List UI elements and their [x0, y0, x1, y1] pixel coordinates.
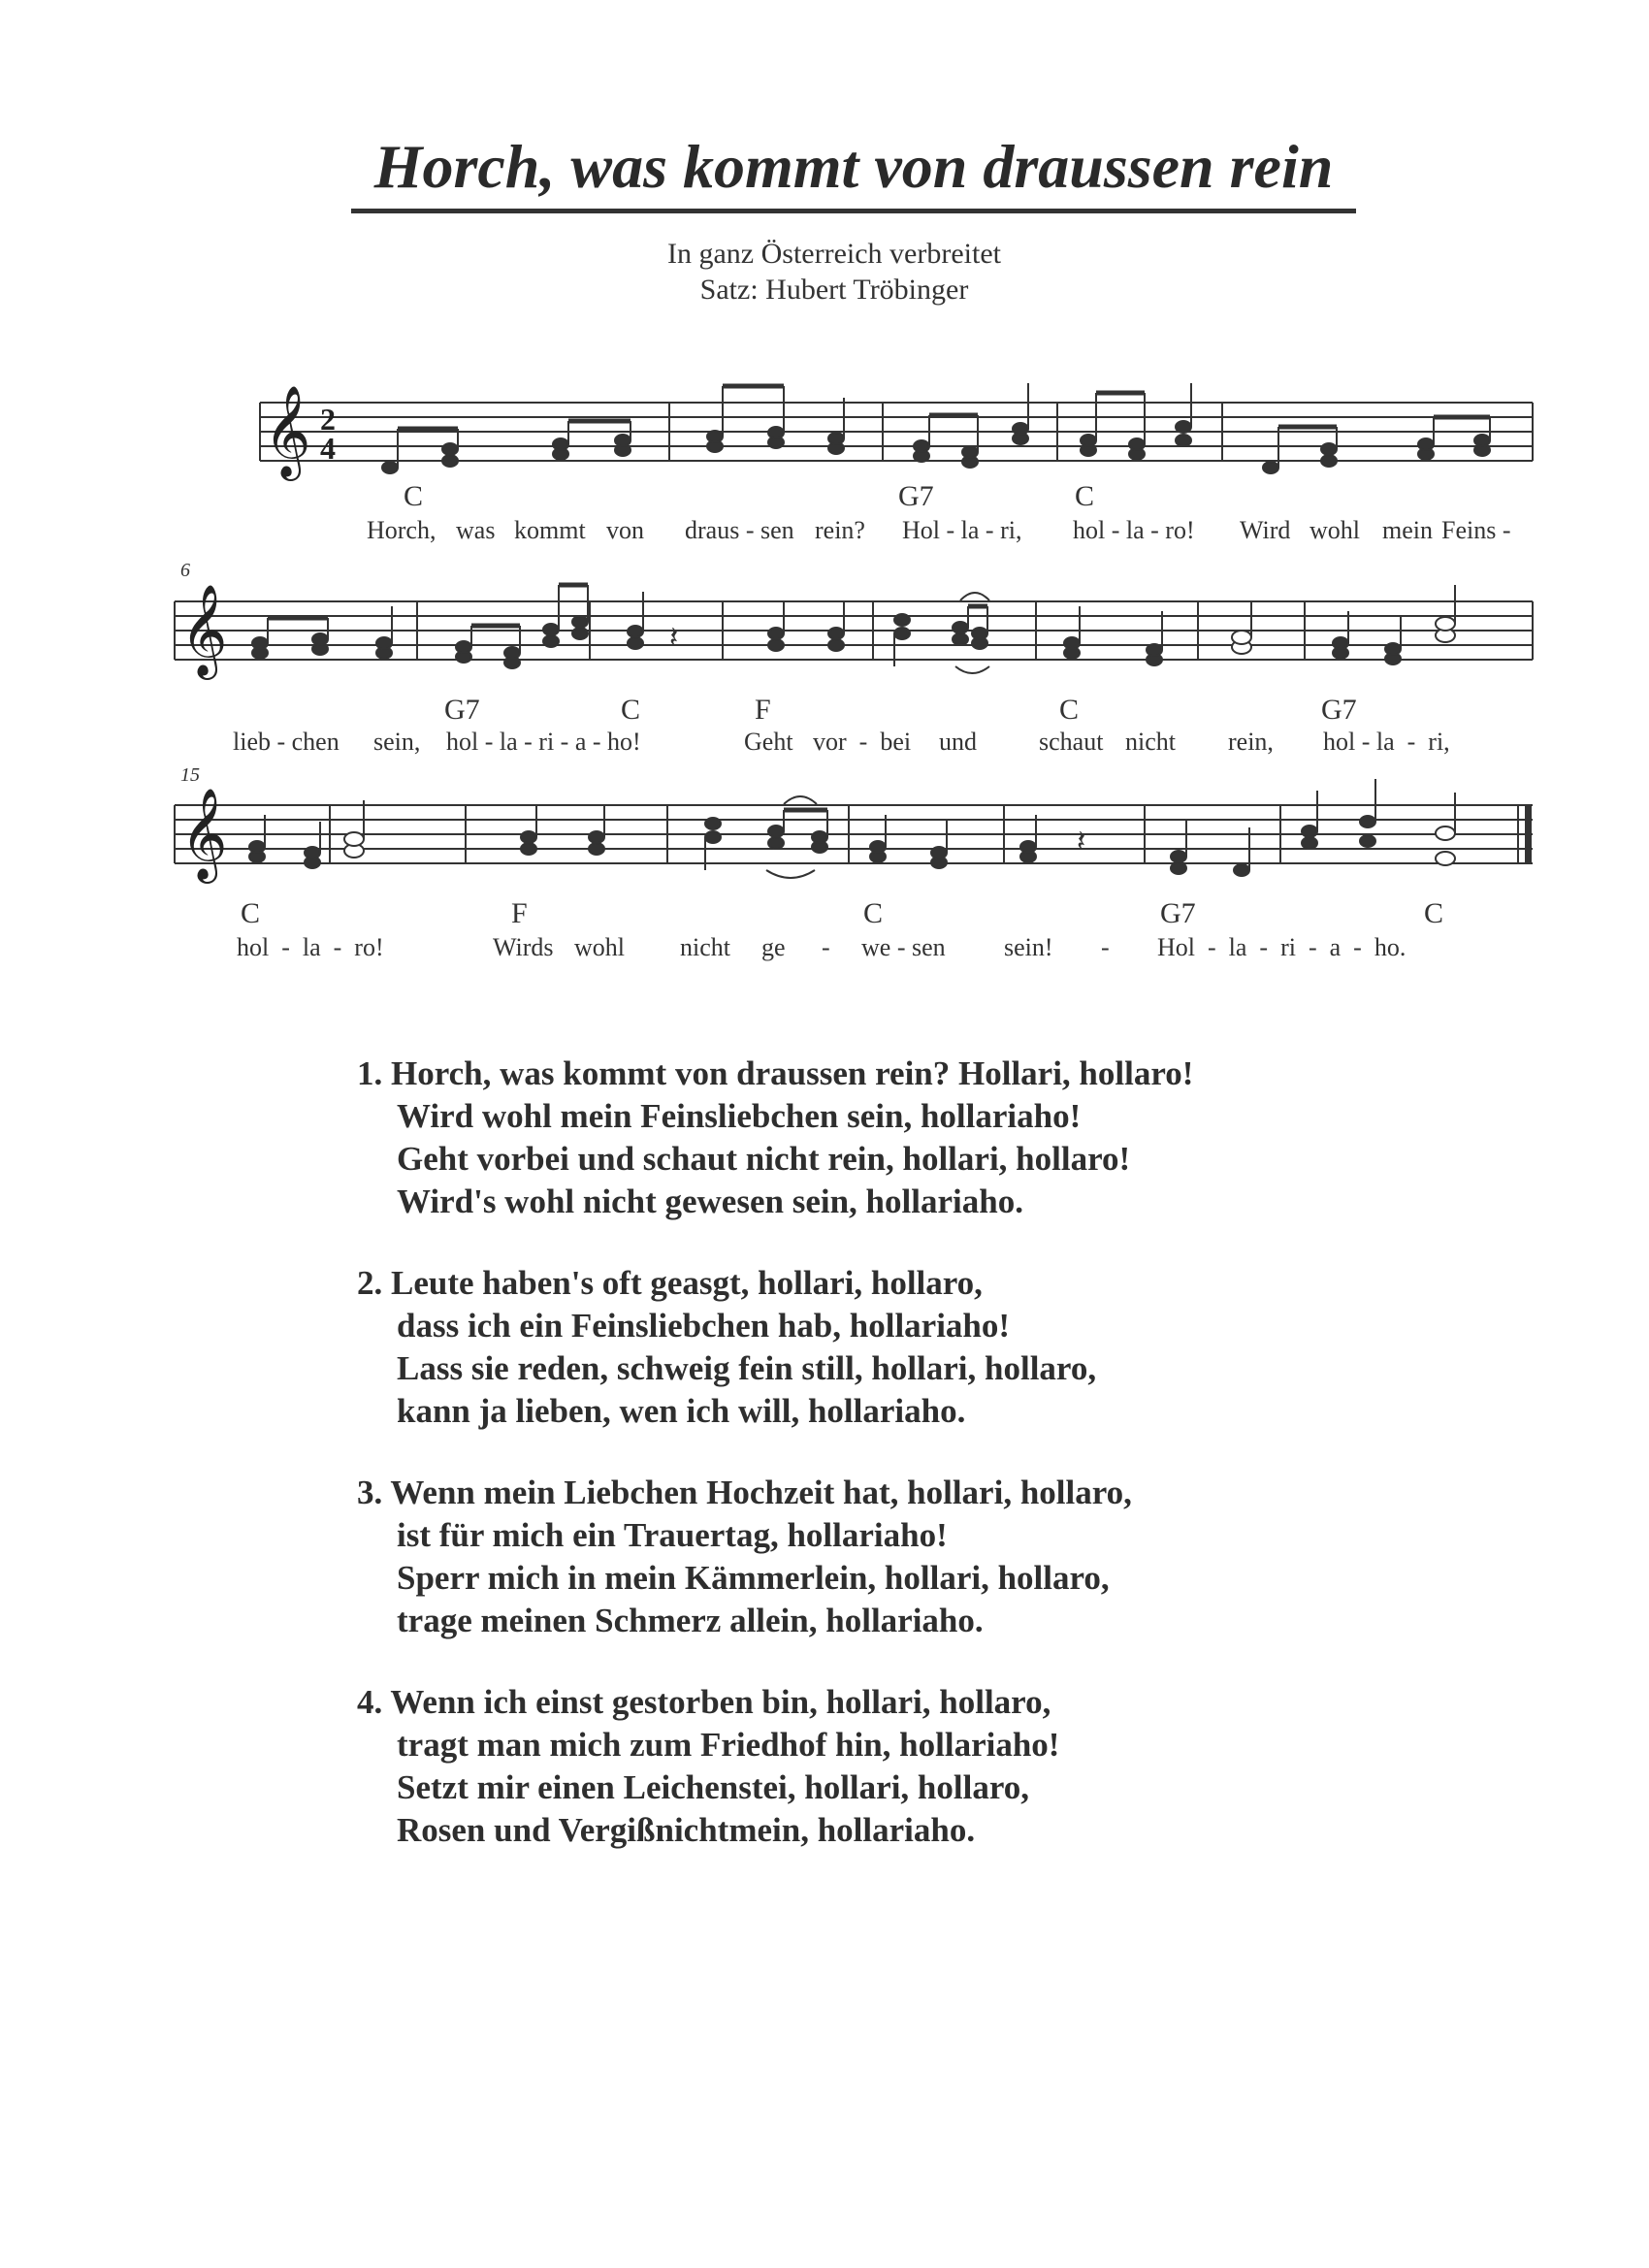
song-title: Horch, was kommt von draussen rein [373, 132, 1334, 201]
verse-line: Wird's wohl nicht gewesen sein, hollariaho. [397, 1183, 1023, 1220]
treble-clef: 𝄞 [264, 385, 311, 477]
lyric-syllable: hol - la - ro! [237, 933, 384, 961]
staff-system-3 [0, 761, 1649, 907]
verse-line: 3. Wenn mein Liebchen Hochzeit hat, hollari, hollaro, [357, 1474, 1132, 1511]
verse-line: tragt man mich zum Friedhof hin, hollariaho! [397, 1726, 1060, 1764]
treble-clef: 𝄞 [180, 584, 228, 676]
lyric-syllable: rein, [1228, 728, 1274, 756]
lyric-syllable: hol - la - ri, [1323, 728, 1450, 756]
svg-text:4: 4 [320, 431, 336, 466]
verse-1 [357, 1053, 1193, 1223]
time-signature [320, 402, 336, 466]
lyric-syllable: lieb - chen [233, 728, 340, 756]
measure-number: 15 [180, 764, 200, 786]
lyric-syllable: hol - la - ro! [1073, 516, 1195, 544]
staff-system-1 [0, 359, 1649, 495]
verse-2 [357, 1262, 1193, 1433]
lyric-syllable: Geht [744, 728, 793, 756]
lyric-syllable: Wirds [493, 933, 554, 961]
quarter-rest: 𝄽 [669, 622, 679, 654]
measure-number: 6 [180, 560, 190, 581]
lyric-syllable: draus - sen [685, 516, 794, 544]
verse-line: 1. Horch, was kommt von draussen rein? Hollari, hollaro! [357, 1054, 1194, 1092]
lyric-syllable: hol - la - ri - a - ho! [446, 728, 641, 756]
verse-line: kann ja lieben, wen ich will, hollariaho. [397, 1392, 966, 1430]
arranger-note: Satz: Hubert Tröbinger [699, 274, 969, 306]
chord-symbol: C [1075, 480, 1095, 512]
chord-symbol: C [241, 897, 261, 929]
lyric-syllable: Hol - la - ri - a - ho. [1157, 933, 1406, 961]
verse-line: trage meinen Schmerz allein, hollariaho. [397, 1602, 984, 1639]
staff-system-2 [0, 558, 1649, 703]
verse-line: Setzt mir einen Leichenstei, hollari, hollaro, [397, 1768, 1029, 1806]
lyric-syllable: wohl [1310, 516, 1360, 544]
chord-symbol: G7 [898, 480, 934, 512]
lyric-syllable: sein! [1004, 933, 1053, 961]
lyric-syllable: - [822, 933, 830, 961]
verse-line: Rosen und Vergißnichtmein, hollariaho. [397, 1811, 976, 1849]
verse-line: Geht vorbei und schaut nicht rein, hollari, hollaro! [397, 1140, 1131, 1178]
verse-4 [357, 1681, 1193, 1852]
verse-3 [357, 1472, 1193, 1642]
verse-line: 2. Leute haben's oft geasgt, hollari, hollaro, [357, 1264, 983, 1302]
lyric-syllable: was [456, 516, 496, 544]
chord-symbol: C [1424, 897, 1444, 929]
lyric-syllable: rein? [815, 516, 865, 544]
verse-line: Wird wohl mein Feinsliebchen sein, hollariaho! [397, 1097, 1082, 1135]
lyric-syllable: wohl [574, 933, 625, 961]
lyric-syllable: - [1101, 933, 1110, 961]
lyric-syllable: sein, [373, 728, 421, 756]
origin-note: In ganz Österreich verbreitet [667, 238, 1001, 270]
final-barline [1525, 805, 1532, 863]
lyric-syllable: nicht [1125, 728, 1176, 756]
lyric-syllable: Wird [1240, 516, 1291, 544]
lyric-syllable: nicht [680, 933, 730, 961]
verse-line: Lass sie reden, schweig fein still, hollari, hollaro, [397, 1349, 1097, 1387]
svg-text:2: 2 [320, 402, 336, 437]
chord-symbol: C [621, 694, 641, 726]
title-underline [351, 209, 1356, 213]
chord-symbol: G7 [444, 694, 480, 726]
lyric-syllable: mein [1382, 516, 1433, 544]
verse-line: ist für mich ein Trauertag, hollariaho! [397, 1516, 948, 1554]
verses [357, 1053, 1193, 1891]
chord-symbol: G7 [1321, 694, 1357, 726]
lyric-syllable: schaut [1039, 728, 1104, 756]
lyric-syllable: ge [761, 933, 786, 961]
verse-line: dass ich ein Feinsliebchen hab, hollariaho! [397, 1307, 1011, 1345]
chord-symbol: G7 [1160, 897, 1196, 929]
lyric-syllable: und [939, 728, 977, 756]
lyric-syllable: we - sen [861, 933, 946, 961]
chord-symbol: F [511, 897, 528, 929]
chord-symbol: F [755, 694, 771, 726]
verse-line: 4. Wenn ich einst gestorben bin, hollari, hollaro, [357, 1683, 1051, 1721]
lyric-syllable: Hol - la - ri, [902, 516, 1022, 544]
lyric-syllable: Feins - [1441, 516, 1511, 544]
lyric-syllable: kommt [514, 516, 586, 544]
lyric-syllable: vor - bei [813, 728, 912, 756]
chord-symbol: C [1059, 694, 1080, 726]
treble-clef: 𝄞 [180, 788, 228, 880]
chord-symbol: C [863, 897, 884, 929]
lyric-syllable: von [606, 516, 644, 544]
verse-line: Sperr mich in mein Kämmerlein, hollari, hollaro, [397, 1559, 1110, 1597]
lyric-syllable: Horch, [367, 516, 436, 544]
chord-symbol: C [404, 480, 424, 512]
quarter-rest: 𝄽 [1077, 826, 1086, 858]
